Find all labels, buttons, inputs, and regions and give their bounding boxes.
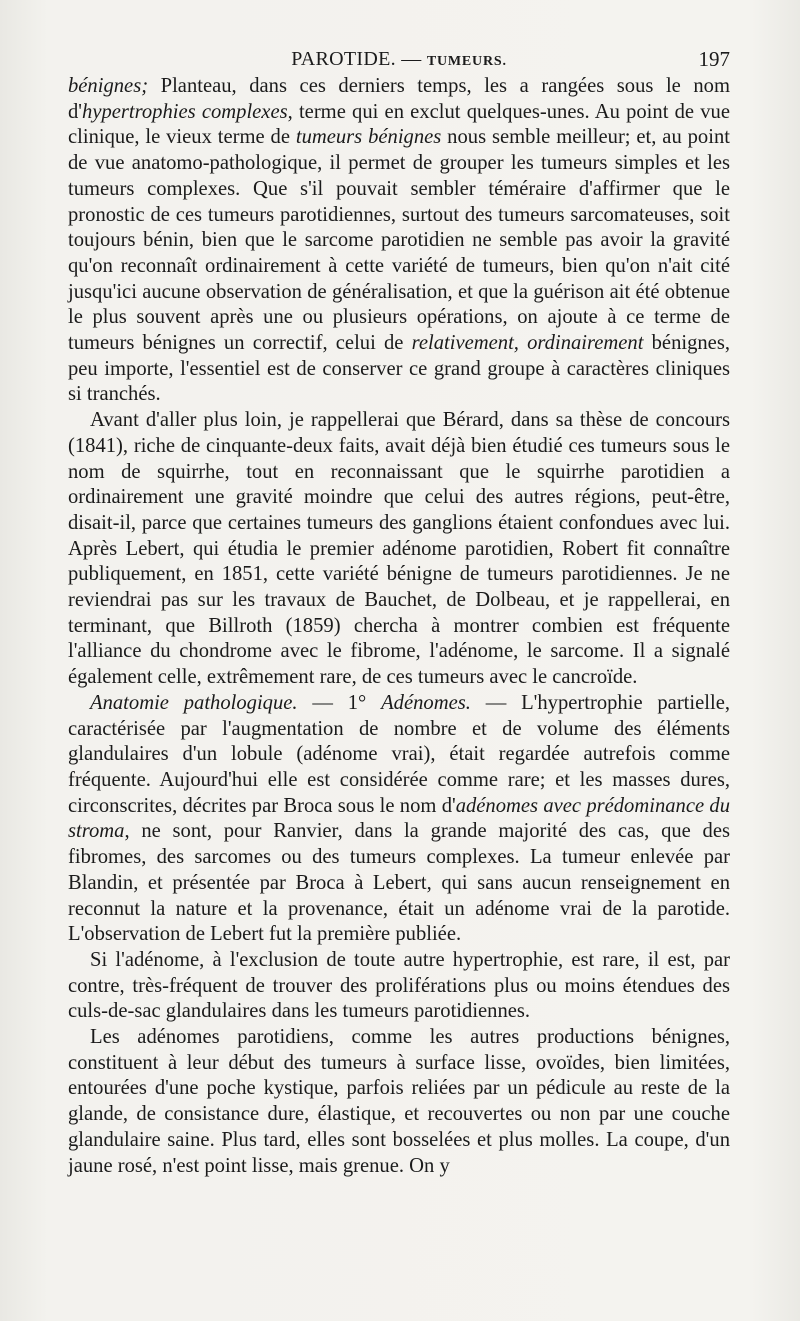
page-number: 197 [698, 47, 730, 71]
body-text [68, 74, 730, 1179]
text-run: Planteau, dans ces derniers temps, les a rangées sous le nom d' [68, 75, 730, 123]
paragraph-2 [68, 408, 730, 691]
paragraph-3-section-heading [68, 691, 730, 948]
paragraph-5 [68, 1025, 730, 1179]
text-run: — 1° [297, 691, 382, 714]
text-run: , terme qui en exclut quelques-unes. Au point de vue clinique, le vieux terme de [68, 100, 730, 149]
text-run: , ne sont, pour Ranvier, dans la grande majorité des cas, que des fibromes, des sarcomes ou des tumeurs complexes. La tumeur enlevée par Blandin, et présentée par Broca à Lebert, qui sans aucun renseignement en reconnut la nature et la provenance, était un adénome vrai de la parotide. L'observation de Lebert fut la première publiée. [68, 820, 730, 946]
paragraph-1 [68, 74, 730, 408]
section-title: Anatomie pathologique. [90, 691, 298, 714]
running-header [68, 44, 730, 74]
running-title [68, 44, 730, 77]
text-run: Avant d'aller plus loin, je rappellerai que Bérard, dans sa thèse de concours (1841), riche de cinquante-deux faits, avait déjà bien étudié ces tumeurs sous le nom de squirrhe, tout en reconnaissant que le squirrhe parotidien a ordinairement une gravité moindre que celui des autres régions, peut-être, disait-il, parce que certaines tumeurs des ganglions étaient confondues avec lui. Après Lebert, qui étudia le premier adénome parotidien, Robert fit connaître publiquement, en 1851, cette variété bénigne de tumeurs parotidiennes. Je ne reviendrai pas sur les travaux de Bauchet, de Dolbeau, et je rappellerai, en terminant, que Billroth (1859) chercha à montrer combien est fréquente l'alliance du chondrome avec le fibrome, l'adénome, le sarcome. Il a signalé également celle, extrêmement rare, de ces tumeurs avec le cancroïde. [68, 409, 730, 689]
running-title-sub: TUMEURS. [426, 54, 507, 69]
text-run: adénomes avec prédominance du stroma [68, 794, 730, 843]
text-run: relativement, ordinairement [411, 332, 644, 355]
text-run: nous semble meilleur; et, au point de vue anatomo-pathologique, il permet de grouper les tumeurs simples et les tumeurs complexes. Que s'il pouvait sembler téméraire d'affirmer que le pronostic de ces tumeurs parotidiennes, surtout des tumeurs sarcomateuses, soit toujours bénin, bien que le sarcome parotidien ne semble pas avoir la gravité qu'on reconnaît ordinairement à cette variété de tumeurs, bien qu'on n'ait cité jusqu'ici aucune observation de généralisation, et que la guérison ait été obtenue le plus souvent après une ou plusieurs opérations, on ajoute à ce terme de tumeurs bénignes un correctif, celui de [68, 126, 730, 355]
subsection-title: Adénomes. [381, 691, 471, 714]
text-run: Les adénomes parotidiens, comme les autres productions bénignes, constituent à leur début des tumeurs à surface lisse, ovoïdes, bien limitées, entourées d'une poche kystique, parfois reliées par un pédicule au reste de la glande, de consistance dure, élastique, et recouvertes ou non par une couche glandulaire saine. Plus tard, elles sont bosselées et plus molles. La coupe, d'un jaune rosé, n'est point lisse, mais grenue. On y [68, 1026, 730, 1177]
text-run: tumeurs bénignes [295, 126, 442, 149]
text-run: Si l'adénome, à l'exclusion de toute autre hypertrophie, est rare, il est, par contre, très-fréquent de trouver des proliférations plus ou moins étendues des culs-de-sac glandulaires dans les tumeurs parotidiennes. [68, 948, 730, 1023]
running-title-main: PAROTIDE. — [291, 48, 427, 70]
text-run: hypertrophies complexes [82, 100, 288, 123]
text-run: bénignes, peu importe, l'essentiel est de conserver ce grand groupe à caractères cliniques si tranchés. [68, 332, 730, 406]
text-run: bénignes; [68, 75, 149, 97]
paragraph-4 [68, 948, 730, 1025]
text-run: — L'hypertrophie partielle, caractérisée par l'augmentation de nombre et de volume des éléments glandulaires d'un lobule (adénome vrai), était regardée autrefois comme fréquente. Aujourd'hui elle est considérée comme rare; et les masses dures, circonscrites, décrites par Broca sous le nom d' [68, 691, 731, 817]
